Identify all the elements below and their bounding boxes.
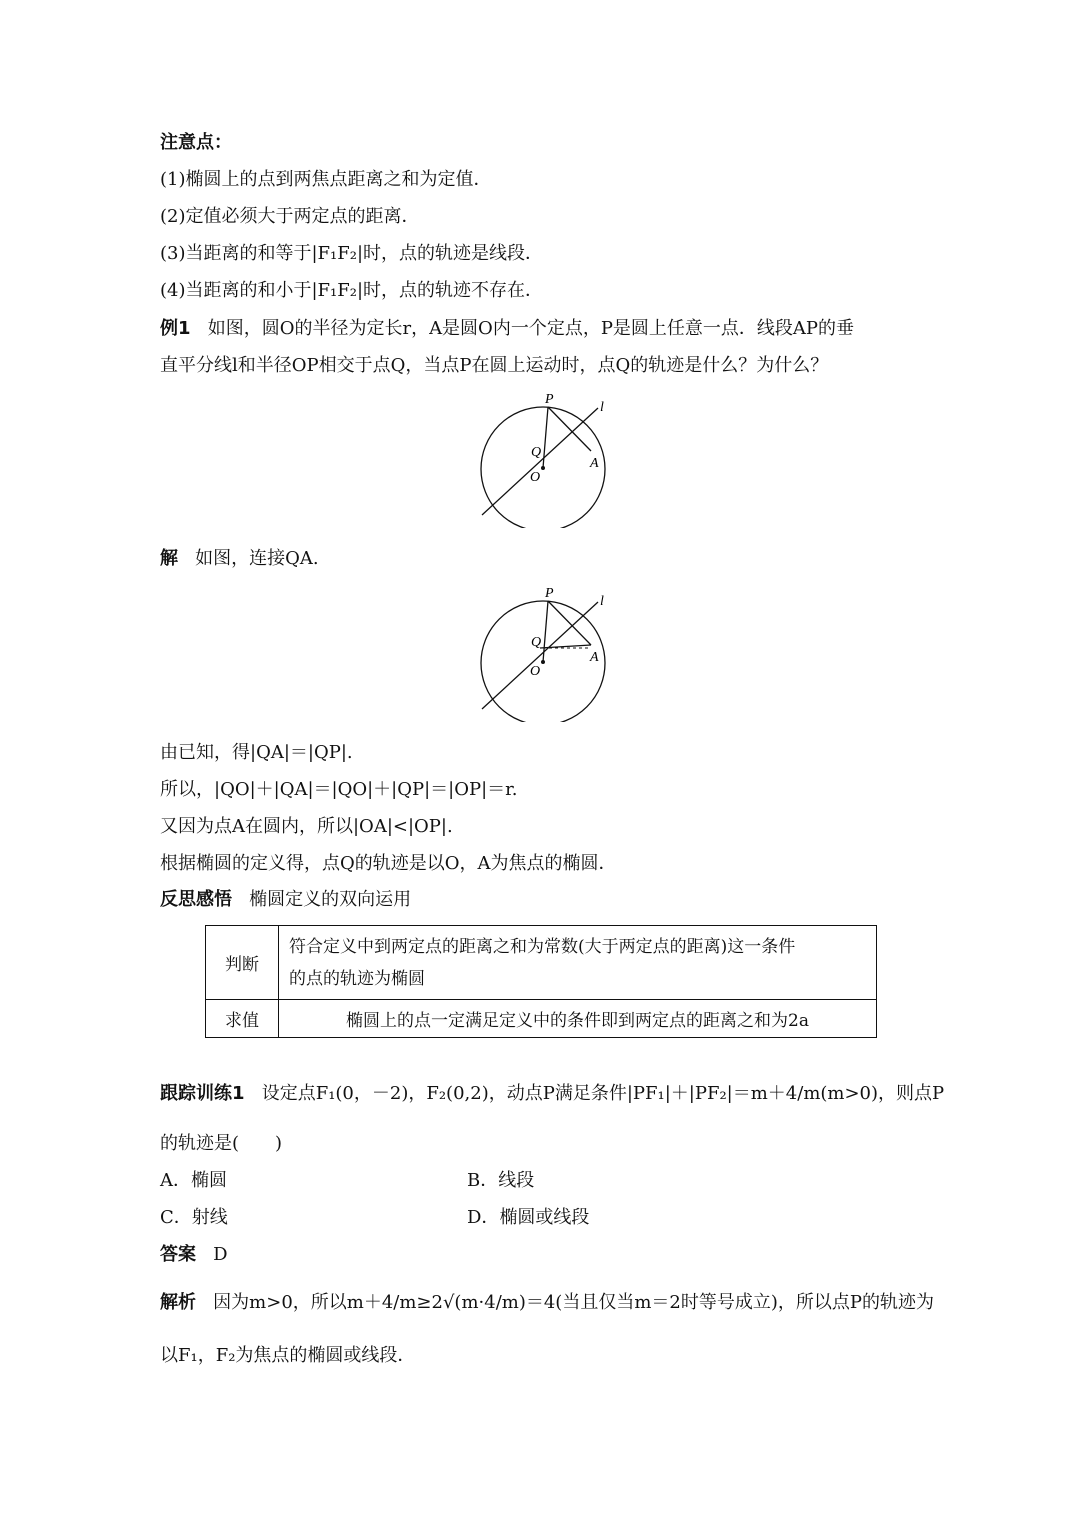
note-item-1: (1)椭圆上的点到两焦点距离之和为定值． (160, 169, 492, 190)
example-question-line1: 例1 如图，圆O的半径为定长r，A是圆O内一个定点，P是圆上任意一点．线段AP的垂 (160, 318, 855, 339)
solution-step-2: 所以，|QO|＋|QA|＝|QO|＋|QP|＝|OP|＝r. (160, 779, 518, 800)
label-p: P (545, 392, 554, 407)
reflection-title: 椭圆定义的双向运用 (249, 889, 412, 910)
reflection-table (205, 925, 877, 1038)
analysis-line2: 以F₁，F₂为焦点的椭圆或线段． (160, 1345, 416, 1366)
radius-op (543, 407, 548, 468)
solution-step-1: 由已知，得|QA|＝|QP|. (160, 742, 353, 763)
label-o: O (530, 664, 541, 679)
label-a: A (590, 650, 599, 665)
segment-qa (540, 645, 591, 648)
option-c[interactable]: C．射线 (160, 1207, 228, 1228)
exercise-label: 跟踪训练1 (160, 1083, 245, 1104)
example-label: 例1 (160, 318, 191, 339)
center-dot-o (541, 466, 545, 470)
exercise-question-line2: 的轨迹是( ) (160, 1133, 283, 1154)
radius-op (543, 601, 548, 662)
label-l: l (600, 594, 604, 609)
exercise-question-line1: 跟踪训练1 设定点F₁(0，－2)，F₂(0,2)，动点P满足条件|PF₁|＋|PF₂|＝m＋4/m(m>0)，则点P (160, 1083, 945, 1104)
answer-label: 答案 (160, 1244, 196, 1265)
option-a[interactable]: A．椭圆 (160, 1170, 227, 1191)
table-value-value: 椭圆上的点一定满足定义中的条件即到两定点的距离之和为2a (279, 1000, 877, 1038)
reflection-label: 反思感悟 (160, 889, 232, 910)
solution-intro: 解 如图，连接QA. (160, 548, 319, 569)
note-item-4: (4)当距离的和小于|F₁F₂|时，点的轨迹不存在． (160, 280, 544, 301)
table-row (206, 1000, 877, 1038)
solution-step-3: 又因为点A在圆内，所以|OA|<|OP|. (160, 816, 453, 837)
answer-line (160, 1243, 228, 1267)
table-row (206, 926, 877, 1000)
note-item-3: (3)当距离的和等于|F₁F₂|时，点的轨迹是线段． (160, 243, 544, 264)
example-question-line2: 直平分线l和半径OP相交于点Q，当点P在圆上运动时，点Q的轨迹是什么？为什么？ (160, 355, 829, 376)
solution-label: 解 (160, 548, 178, 569)
analysis-line1: 解析 因为m>0，所以m＋4/m≥2√(m·4/m)＝4(当且仅当m＝2时等号成立)，所以点P的轨迹为 (160, 1292, 934, 1313)
solution-step-4: 根据椭圆的定义得，点Q的轨迹是以O，A为焦点的椭圆． (160, 853, 617, 874)
label-o: O (530, 470, 541, 485)
table-key-value: 求值 (206, 1000, 279, 1038)
note-item-2: (2)定值必须大于两定点的距离． (160, 206, 420, 227)
option-b[interactable]: B．线段 (467, 1170, 535, 1191)
center-dot-o (541, 660, 545, 664)
answer-value: D (213, 1244, 228, 1265)
analysis-label: 解析 (160, 1292, 196, 1313)
label-q: Q (531, 635, 542, 650)
label-q: Q (531, 445, 542, 460)
table-key-judge: 判断 (206, 926, 279, 1000)
label-a: A (590, 456, 599, 471)
option-d[interactable]: D．椭圆或线段 (467, 1207, 590, 1228)
circle-figure-2 (470, 582, 620, 722)
notes-title: 注意点： (160, 132, 232, 153)
label-l: l (600, 400, 604, 415)
circle-figure-1 (470, 388, 620, 528)
table-value-judge: 符合定义中到两定点的距离之和为常数(大于两定点的距离)这一条件 的点的轨迹为椭圆 (279, 926, 877, 1000)
label-p: P (545, 586, 554, 601)
reflection-heading (160, 888, 411, 912)
